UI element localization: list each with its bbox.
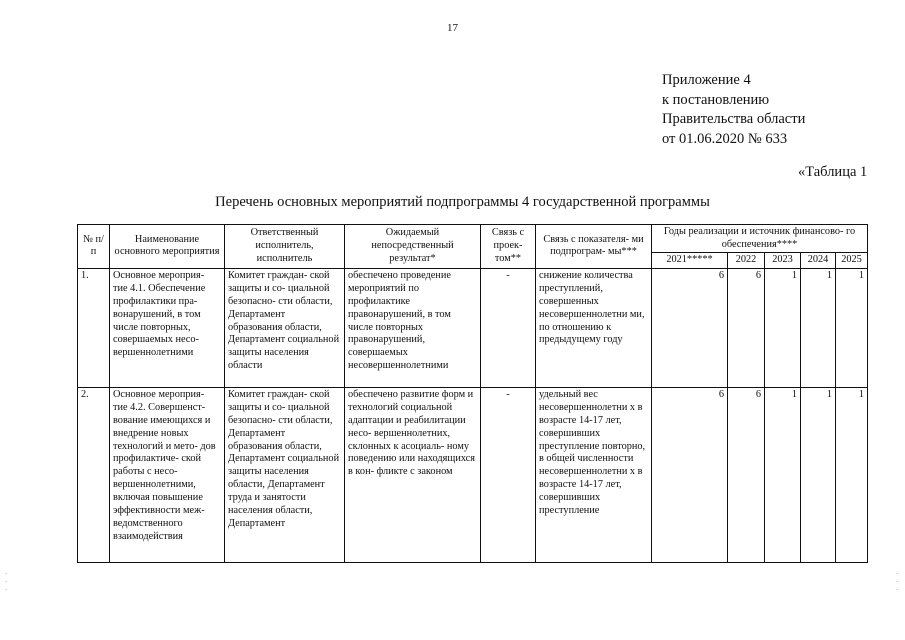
- cell-year-value: 1: [765, 268, 801, 387]
- appendix-line: от 01.06.2020 № 633: [662, 130, 788, 147]
- header-project-link: Связь с проек- том**: [481, 225, 536, 269]
- cell-year-value: 6: [728, 387, 765, 562]
- cell-num: 1.: [78, 268, 110, 387]
- cell-result: обеспечено развитие форм и технологий социальной адаптации и реабилитации несо- вершеннолетних, склонных к асоциаль- ному поведению или находящихся в кон- фликте с законом: [345, 387, 481, 562]
- cell-year-value: 6: [652, 387, 728, 562]
- header-year: 2023: [765, 253, 801, 269]
- appendix-line: к постановлению: [662, 91, 770, 108]
- appendix-line: Правительства области: [662, 111, 806, 127]
- cell-responsible: Комитет граждан- ской защиты и со- циальной безопасно- сти области, Департамент образования области, Департамент социальной защиты населения области, Департамент труда и занятости населения области, Департамент: [225, 387, 345, 562]
- cell-year-value: 6: [728, 268, 765, 387]
- header-num: № п/п: [78, 225, 110, 269]
- appendix-line: Приложение 4: [662, 72, 751, 88]
- table-row: [78, 387, 868, 562]
- cell-year-value: 1: [765, 387, 801, 562]
- header-year: 2021*****: [652, 253, 728, 269]
- header-indicator-link: Связь с показателя- ми подпрограм- мы***: [536, 225, 652, 269]
- scan-mark: · · ·: [896, 570, 899, 594]
- header-year: 2025: [836, 253, 868, 269]
- cell-name: Основное мероприя- тие 4.1. Обеспечение профилактики пра- вонарушений, в том числе повторных, совершаемых несо- вершеннолетними: [110, 268, 225, 387]
- appendix-block: [662, 71, 805, 149]
- header-years-group: Годы реализации и источник финансово- го обеспечения****: [652, 225, 868, 253]
- cell-responsible: Комитет граждан- ской защиты и со- циальной безопасно- сти области, Департамент образования области, Департамент социальной защиты населения области: [225, 268, 345, 387]
- cell-indicator-link: снижение количества преступлений, совершенных несовершеннолетни ми, по отношению к предыдущему году: [536, 268, 652, 387]
- header-responsible: Ответственный исполнитель, исполнитель: [225, 225, 345, 269]
- cell-result: обеспечено проведение мероприятий по профилактике правонарушений, в том числе повторных правонарушений, совершаемых несовершеннолетними: [345, 268, 481, 387]
- header-year: 2024: [801, 253, 836, 269]
- cell-year-value: 1: [836, 387, 868, 562]
- cell-indicator-link: удельный вес несовершеннолетни х в возрасте 14-17 лет, совершивших преступление повторно, в общей численности несовершеннолетни х в возрасте 14-17 лет, совершивших преступление: [536, 387, 652, 562]
- table-mark: «Таблица 1: [798, 164, 868, 180]
- table-row: [78, 268, 868, 387]
- header-result: Ожидаемый непосредственный результат*: [345, 225, 481, 269]
- cell-year-value: 1: [801, 387, 836, 562]
- cell-project-link: -: [481, 268, 536, 387]
- header-year: 2022: [728, 253, 765, 269]
- header-name: Наименование основного мероприятия: [110, 225, 225, 269]
- cell-project-link: -: [481, 387, 536, 562]
- measures-table: [77, 224, 868, 563]
- cell-year-value: 1: [801, 268, 836, 387]
- document-title: Перечень основных мероприятий подпрограммы 4 государственной программы: [215, 194, 710, 210]
- cell-year-value: 1: [836, 268, 868, 387]
- page-number: 17: [447, 22, 458, 34]
- scan-mark: · · ·: [5, 570, 8, 594]
- header-row: [78, 225, 868, 253]
- cell-num: 2.: [78, 387, 110, 562]
- cell-name: Основное мероприя- тие 4.2. Совершенст- вование имеющихся и внедрение новых технологий и мето- дов профилактиче- ской работы с несо- вершеннолетними, включая повышение эффективности меж- ведомственного взаимодействия: [110, 387, 225, 562]
- cell-year-value: 6: [652, 268, 728, 387]
